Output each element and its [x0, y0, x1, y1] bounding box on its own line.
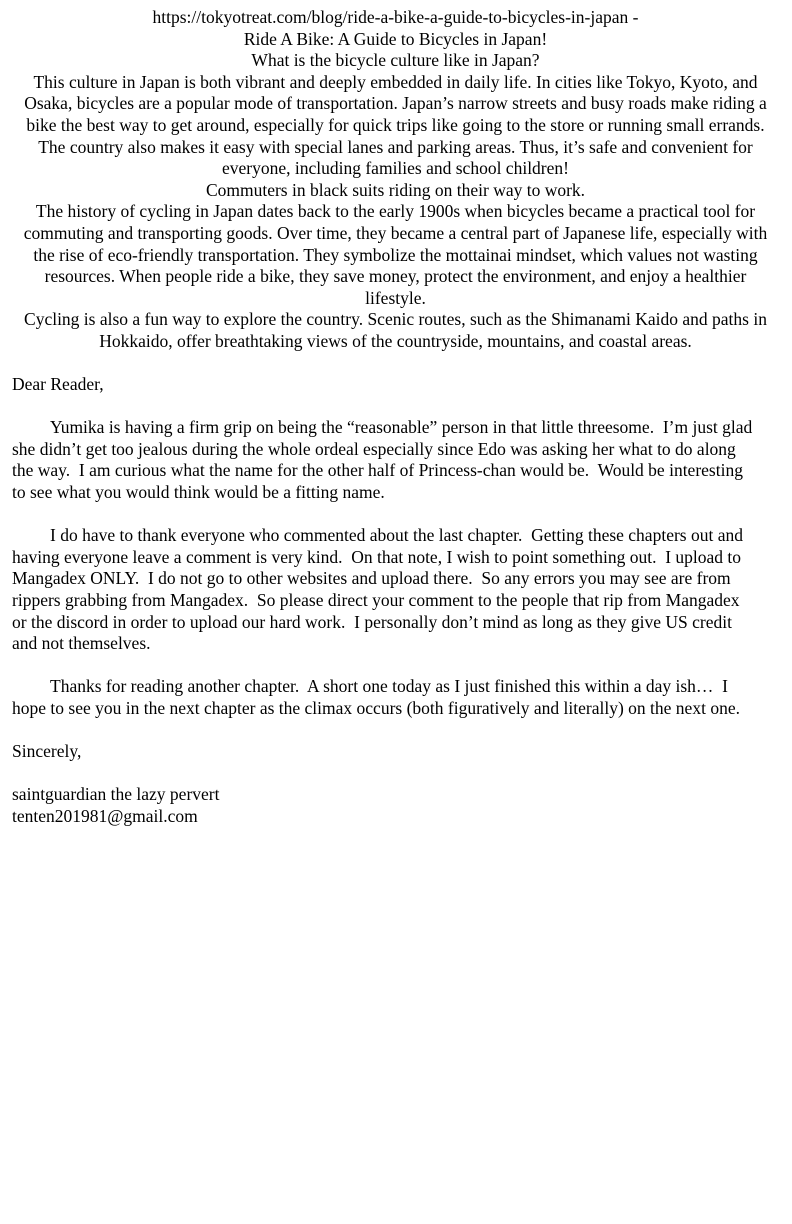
- letter-paragraph: [12, 417, 779, 503]
- salutation: Dear Reader,: [12, 374, 104, 395]
- article-line: The country also makes it easy with special lanes and parking areas. Thus, it’s safe and convenient for: [38, 136, 753, 157]
- article-line: Osaka, bicycles are a popular mode of transportation. Japan’s narrow streets and busy roads make riding a: [24, 93, 767, 114]
- spacer: [12, 504, 779, 526]
- article-line: the rise of eco-friendly transportation. They symbolize the mottainai mindset, which values not wasting: [33, 244, 758, 265]
- article-line: This culture in Japan is both vibrant and deeply embedded in daily life. In cities like Tokyo, Kyoto, and: [33, 71, 758, 92]
- article-title: Ride A Bike: A Guide to Bicycles in Japan!: [243, 28, 548, 49]
- letter-line: Thanks for reading another chapter. A short one today as I just finished this within a day ish… I: [50, 676, 728, 697]
- signature-email: tenten201981@gmail.com: [12, 805, 198, 826]
- letter-line: hope to see you in the next chapter as the climax occurs (both figuratively and literally) on the next one.: [12, 698, 740, 718]
- spacer: [12, 655, 779, 677]
- letter-line: to see what you would think would be a fitting name.: [12, 482, 385, 503]
- spacer: [12, 396, 779, 418]
- source-url: https://tokyotreat.com/blog/ride-a-bike-a-guide-to-bicycles-in-japan -: [152, 7, 639, 27]
- letter-line: having everyone leave a comment is very kind. On that note, I wish to point something out. I upload to: [12, 546, 742, 567]
- article-line: bike the best way to get around, especially for quick trips like going to the store or running small errands.: [26, 114, 765, 135]
- letter-line: she didn’t get too jealous during the whole ordeal especially since Edo was asking her what to do along: [12, 438, 736, 459]
- closing: Sincerely,: [12, 741, 82, 762]
- spacer: [12, 720, 779, 742]
- article-line: Commuters in black suits riding on their way to work.: [205, 179, 586, 200]
- article-line: Hokkaido, offer breathtaking views of the countryside, mountains, and coastal areas.: [99, 330, 692, 351]
- letter: [12, 374, 779, 827]
- article-line: lifestyle.: [365, 287, 426, 308]
- letter-line: I do have to thank everyone who commented about the last chapter. Getting these chapters out and: [50, 525, 743, 546]
- article-line: The history of cycling in Japan dates back to the early 1900s when bicycles became a practical tool for: [35, 201, 756, 222]
- letter-line: and not themselves.: [12, 633, 151, 654]
- article-header: [12, 7, 779, 72]
- letter-line: or the discord in order to upload our hard work. I personally don’t mind as long as they give US credit: [12, 611, 732, 632]
- spacer: [12, 763, 779, 785]
- letter-paragraph: [12, 676, 779, 719]
- letter-line: rippers grabbing from Mangadex. So please direct your comment to the people that rip from Mangadex: [12, 590, 740, 611]
- article-line: commuting and transporting goods. Over time, they became a central part of Japanese life, especially with: [23, 222, 768, 243]
- letter-paragraph: [12, 525, 779, 655]
- spacer: [12, 353, 779, 375]
- letter-line: Yumika is having a firm grip on being the “reasonable” person in that little threesome. I’m just glad: [50, 417, 753, 438]
- article-line: resources. When people ride a bike, they save money, protect the environment, and enjoy a healthier: [44, 266, 747, 287]
- article-body: [12, 72, 779, 353]
- article-line: everyone, including families and school children!: [222, 158, 569, 179]
- letter-line: Mangadex ONLY. I do not go to other websites and upload there. So any errors you may see are from: [12, 568, 731, 589]
- signature-name: saintguardian the lazy pervert: [12, 784, 220, 805]
- letter-line: the way. I am curious what the name for the other half of Princess-chan would be. Would be interesting: [12, 460, 743, 481]
- article-line: Cycling is also a fun way to explore the country. Scenic routes, such as the Shimanami Kaido and paths in: [24, 309, 767, 330]
- article-question: What is the bicycle culture like in Japan?: [251, 50, 540, 71]
